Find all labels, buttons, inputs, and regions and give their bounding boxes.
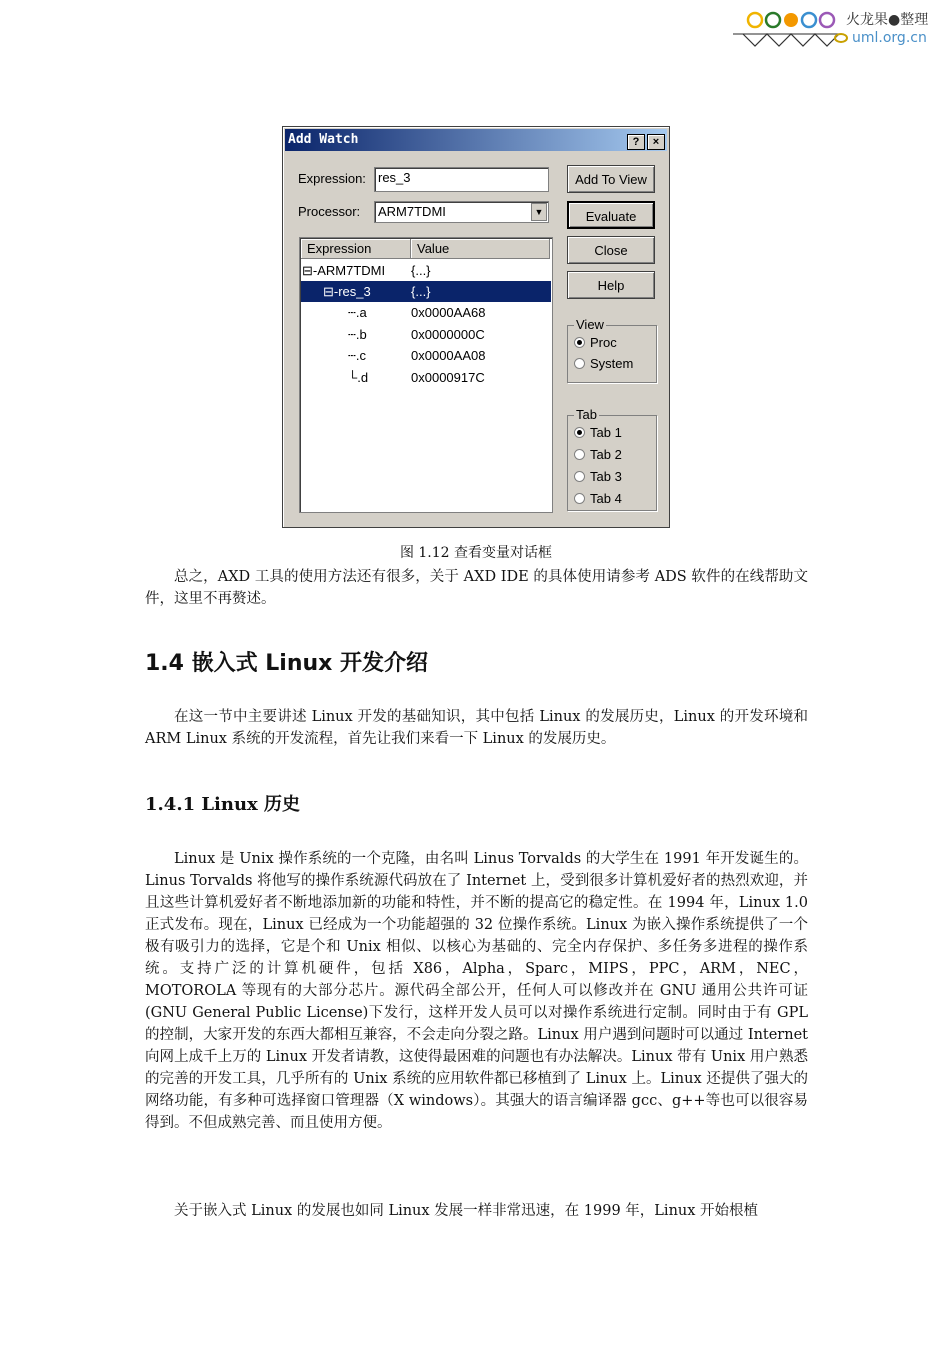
watermark-brand: 火龙果●整理 bbox=[846, 12, 929, 28]
close-icon[interactable]: × bbox=[647, 134, 665, 150]
watermark-site: uml.org.cn bbox=[852, 30, 927, 46]
radio-tab-4[interactable]: Tab 4 bbox=[574, 491, 622, 506]
radio-tab-1[interactable]: Tab 1 bbox=[574, 425, 622, 440]
add-to-view-button[interactable]: Add To View bbox=[567, 165, 655, 193]
dialog-title: Add Watch bbox=[288, 132, 359, 147]
radio-unchecked-icon bbox=[574, 449, 585, 460]
radio-tab-3[interactable]: Tab 3 bbox=[574, 469, 622, 484]
paragraph-linux-history: Linux 是 Unix 操作系统的一个克隆，由名叫 Linus Torvalds 的大学生在 1991 年开发诞生的。Linus Torvalds 将他写的操作系统源代码放在了 Internet 上，受到很多计算机爱好者的热烈欢迎，并且这些计算机爱好者不断地添加新的功能和特性，并不断的提高它的稳定性。在 1994 年，Linux 1.0 正式发布。现在，Linux 已经成为一个功能超强的 32 位操作系统。Linux 为嵌入操作系统提供了一个极有吸引力的选择，它是个和 Unix 相似、以核心为基础的、完全内存保护、多任务多进程的操作系统。支持广泛的计算机硬件，包括 X86，Alpha，Sparc，MIPS，PPC，ARM，NEC，MOTOROLA 等现有的大部分芯片。源代码全部公开，任何人可以修改并在 GNU 通用公共许可证(GNU General Public License)下发行，这样开发人员可以对操作系统进行定制。同时由于有 GPL 的控制，大家开发的东西大都相互兼容，不会走向分裂之路。Linux 用户遇到问题时可以通过 Internet 向网上成千上万的 Linux 开发者请教，这使得最困难的问题也有办法解决。Linux 带有 Unix 用户熟悉的完善的开发工具，几乎所有的 Unix 系统的应用软件都已移植到了 Linux 上。Linux 还提供了强大的网络功能，有多种可选择窗口管理器（X windows）。其强大的语言编译器 gcc、g++等也可以很容易得到。不但成熟完善、而且使用方便。 bbox=[145, 851, 808, 1131]
radio-checked-icon bbox=[574, 427, 585, 438]
close-button[interactable]: Close bbox=[567, 236, 655, 264]
watch-tree-list[interactable] bbox=[299, 237, 553, 513]
radio-checked-icon bbox=[574, 337, 585, 348]
tree-row[interactable]: ┄.a 0x0000AA68 bbox=[348, 305, 486, 320]
expression-label: Expression: bbox=[298, 171, 366, 186]
tree-row[interactable]: ⊟-ARM7TDMI {...} bbox=[302, 263, 431, 278]
evaluate-button[interactable]: Evaluate bbox=[567, 201, 655, 229]
processor-value: ARM7TDMI bbox=[378, 204, 446, 219]
tab-group-label: Tab bbox=[576, 407, 597, 422]
paragraph-intro: 在这一节中主要讲述 Linux 开发的基础知识，其中包括 Linux 的发展历史，Linux 的开发环境和 ARM Linux 系统的开发流程，首先让我们来看一下 Linux 的发展历史。 bbox=[145, 709, 808, 747]
add-watch-dialog bbox=[282, 126, 670, 528]
dialog-titlebar bbox=[285, 129, 667, 151]
tree-row[interactable]: └.d 0x0000917C bbox=[348, 370, 485, 385]
column-header-expression[interactable]: Expression bbox=[301, 239, 411, 259]
tree-row[interactable]: ┄.c 0x0000AA08 bbox=[348, 348, 486, 363]
help-icon[interactable]: ? bbox=[627, 134, 645, 150]
view-group-label: View bbox=[576, 317, 604, 332]
expression-input[interactable]: res_3 bbox=[374, 167, 549, 192]
chevron-down-icon[interactable]: ▼ bbox=[531, 203, 547, 221]
tab-groupbox bbox=[567, 407, 657, 511]
processor-label: Processor: bbox=[298, 204, 361, 219]
paragraph-summary: 总之，AXD 工具的使用方法还有很多，关于 AXD IDE 的具体使用请参考 ADS 软件的在线帮助文件，这里不再赘述。 bbox=[145, 569, 808, 607]
processor-select[interactable] bbox=[374, 201, 549, 223]
radio-unchecked-icon bbox=[574, 493, 585, 504]
view-groupbox bbox=[567, 317, 657, 383]
tree-row[interactable]: ┄.b 0x0000000C bbox=[348, 327, 485, 342]
section-heading: 1.4 嵌入式 Linux 开发介绍 bbox=[145, 651, 429, 676]
tree-row-selected[interactable]: ⊟-res_3 {...} bbox=[301, 281, 551, 302]
radio-system[interactable]: System bbox=[574, 356, 633, 371]
paragraph-embedded-linux: 关于嵌入式 Linux 的发展也如同 Linux 发展一样非常迅速，在 1999 年，Linux 开始根植 bbox=[174, 1203, 759, 1219]
radio-proc[interactable]: Proc bbox=[574, 335, 617, 350]
help-button[interactable]: Help bbox=[567, 271, 655, 299]
subsection-heading: 1.4.1 Linux 历史 bbox=[145, 794, 301, 815]
figure-caption: 图 1.12 查看变量对话框 bbox=[399, 545, 553, 561]
radio-tab-2[interactable]: Tab 2 bbox=[574, 447, 622, 462]
radio-unchecked-icon bbox=[574, 358, 585, 369]
radio-unchecked-icon bbox=[574, 471, 585, 482]
column-header-value[interactable]: Value bbox=[411, 239, 550, 259]
